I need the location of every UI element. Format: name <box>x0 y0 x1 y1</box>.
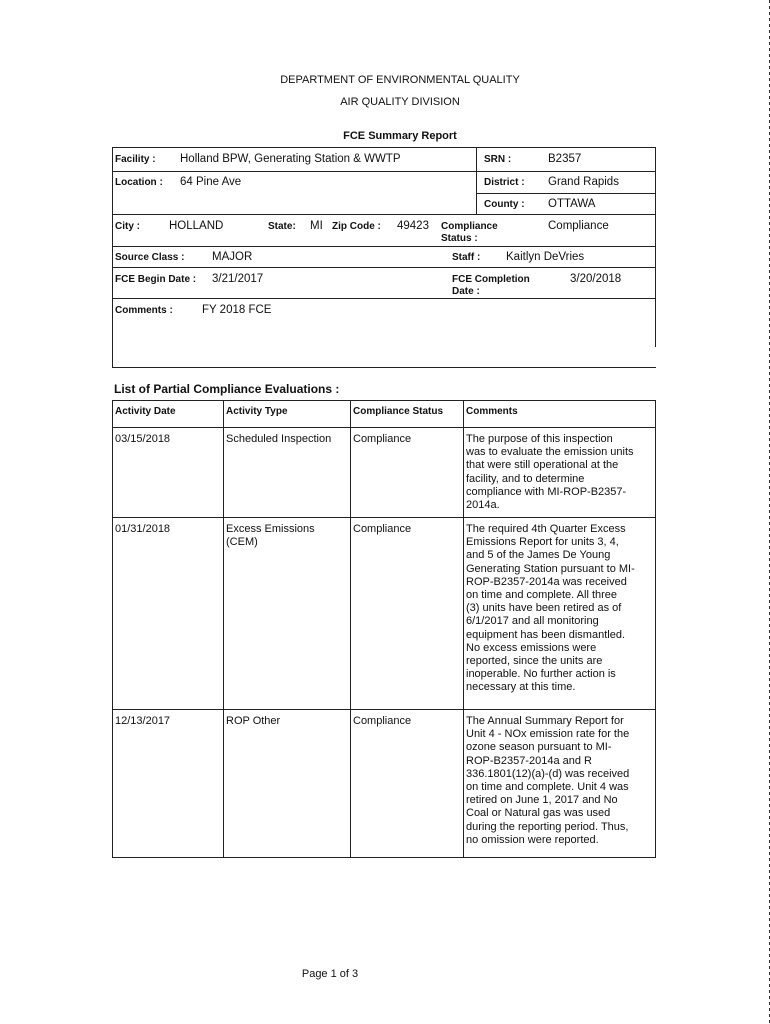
division-title: AIR QUALITY DIVISION <box>340 96 460 108</box>
compliance-status-value: Compliance <box>548 220 609 232</box>
county-value: OTTAWA <box>548 198 596 210</box>
department-title: DEPARTMENT OF ENVIRONMENTAL QUALITY <box>280 74 520 86</box>
report-title: FCE Summary Report <box>343 130 457 142</box>
row-status: Compliance <box>353 433 412 445</box>
district-value: Grand Rapids <box>548 176 619 188</box>
zip-value: 49423 <box>397 220 429 232</box>
row-type: ROP Other <box>226 715 281 727</box>
source-class-value: MAJOR <box>212 251 253 263</box>
compliance-status-label-2: Status : <box>441 233 478 244</box>
header-activity-date: Activity Date <box>115 406 176 417</box>
row-status: Compliance <box>353 523 412 535</box>
zip-label: Zip Code : <box>332 221 381 232</box>
staff-value: Kaitlyn DeVries <box>506 251 585 263</box>
comments-label: Comments : <box>115 305 173 316</box>
header-comments: Comments <box>466 406 518 417</box>
comments-value: FY 2018 FCE <box>202 304 272 316</box>
srn-value: B2357 <box>548 153 582 165</box>
row-date: 12/13/2017 <box>115 715 171 727</box>
state-label: State: <box>268 221 296 232</box>
location-value: 64 Pine Ave <box>180 176 242 188</box>
facility-value: Holland BPW, Generating Station & WWTP <box>180 153 401 165</box>
row-type: Excess Emissions (CEM) <box>226 523 315 549</box>
staff-label: Staff : <box>452 252 481 263</box>
begin-date-label: FCE Begin Date : <box>115 274 197 285</box>
row-type: Scheduled Inspection <box>226 433 332 445</box>
header-compliance-status: Compliance Status <box>353 406 444 417</box>
row-comments: The required 4th Quarter Excess Emissions Report for units 3, 4, and 5 of the James De Young Generating Station pursuant to MI- ROP-B2357-2014a was received on time and complete. All three (3) units have been retired as of 6/1/2017 and all monitoring equipment has been dismantled. No excess emissions were reported, since the units are inoperable. No further action is necessary at this time. <box>466 523 635 694</box>
begin-date-value: 3/21/2017 <box>212 273 264 285</box>
page-number: Page 1 of 3 <box>301 968 359 980</box>
state-value: MI <box>310 220 323 232</box>
location-label: Location : <box>115 177 163 188</box>
source-class-label: Source Class : <box>115 252 185 263</box>
row-comments: The Annual Summary Report for Unit 4 - NOx emission rate for the ozone season pursuant to MI- ROP-B2357-2014a and R 336.1801(12)(a)-(d) was received on time and complete. Unit 4 was retired on June 1, 2017 and No Coal or Natural gas was used during the reporting period. Thus, no omission were reported. <box>466 715 630 846</box>
row-date: 01/31/2018 <box>115 523 171 535</box>
county-label: County : <box>484 199 525 210</box>
completion-date-label: FCE Completion <box>452 274 530 285</box>
list-title: List of Partial Compliance Evaluations : <box>114 382 340 396</box>
row-date: 03/15/2018 <box>115 433 171 445</box>
facility-label: Facility : <box>115 154 156 165</box>
completion-date-label-2: Date : <box>452 286 480 297</box>
city-value: HOLLAND <box>169 220 224 232</box>
row-status: Compliance <box>353 715 412 727</box>
completion-date-value: 3/20/2018 <box>570 273 622 285</box>
srn-label: SRN : <box>484 154 512 165</box>
row-comments: The purpose of this inspection was to evaluate the emission units that were still operational at the facility, and to determine compliance with MI-ROP-B2357- 2014a. <box>466 433 634 512</box>
district-label: District : <box>484 177 525 188</box>
compliance-status-label: Compliance <box>441 221 498 232</box>
header-activity-type: Activity Type <box>226 406 288 417</box>
city-label: City : <box>115 221 140 232</box>
